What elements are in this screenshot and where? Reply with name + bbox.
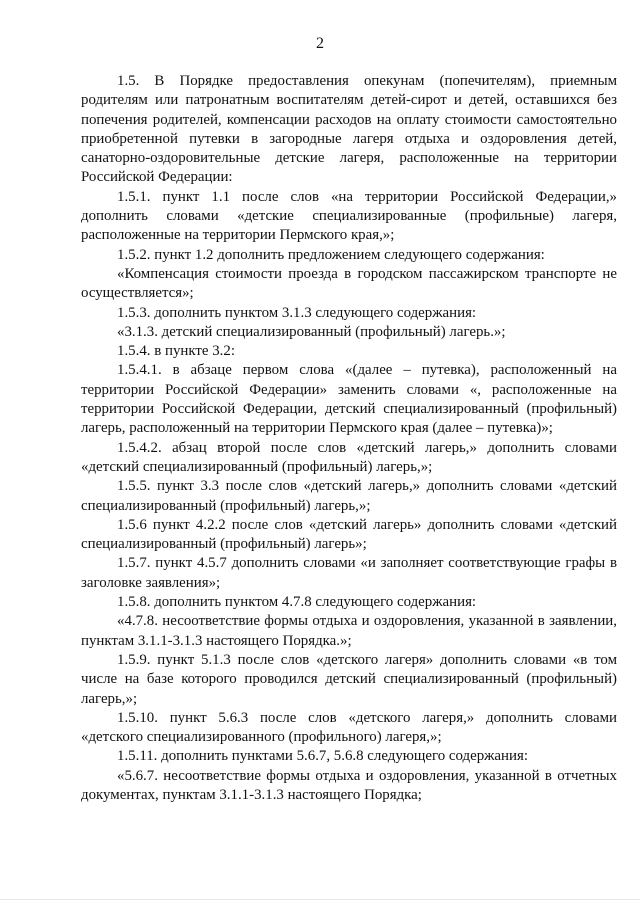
- paragraph-1-5-8-quote: «4.7.8. несоответствие формы отдыха и оздоровления, указанной в заявлении, пунктам 3.1.1-3.1.3 настоящего Порядка.»;: [81, 613, 617, 649]
- paragraph-1-5-8: 1.5.8. дополнить пунктом 4.7.8 следующего содержания:: [117, 594, 477, 611]
- paragraph-1-5-10: 1.5.10. пункт 5.6.3 после слов «детского лагеря,» дополнить словами «детского специализированного (профильного) лагеря,»;: [81, 709, 617, 746]
- paragraph-1-5-5: 1.5.5. пункт 3.3 после слов «детский лагерь,» дополнить словами «детский специализированный (профильный) лагерь,»;: [81, 478, 617, 514]
- paragraph-1-5-4-1: 1.5.4.1. в абзаце первом слова «(далее – путевка), расположенный на территории Российской Федерации» заменить словами «, расположенные на территории Российской Федерации, детский специализированный (профильный) лагерь, расположенный на территории Пермского края (далее – путевка)»;: [81, 362, 617, 437]
- paragraph-1-5-3: 1.5.3. дополнить пунктом 3.1.3 следующего содержания:: [117, 304, 477, 321]
- paragraph-1-5-6: 1.5.6 пункт 4.2.2 после слов «детский лагерь» дополнить словами «детский специализированный (профильный) лагерь»;: [81, 516, 617, 553]
- paragraph-1-5-1: 1.5.1. пункт 1.1 после слов «на территории Российской Федерации,» дополнить словами «детские специализированные (профильные) лагеря, расположенные на территории Пермского края,»;: [81, 188, 617, 244]
- paragraph-1-5-11: 1.5.11. дополнить пунктами 5.6.7, 5.6.8 следующего содержания:: [117, 748, 528, 765]
- paragraph-1-5-2: 1.5.2. пункт 1.2 дополнить предложением следующего содержания:: [117, 246, 545, 263]
- document-body: [81, 72, 617, 805]
- page-bottom-edge: [0, 899, 640, 900]
- paragraph-1-5-11-quote: «5.6.7. несоответствие формы отдыха и оздоровления, указанной в отчетных документах, пунктам 3.1.1-3.1.3 настоящего Порядка;: [81, 767, 617, 803]
- paragraph-1-5-7: 1.5.7. пункт 4.5.7 дополнить словами «и заполняет соответствующие графы в заголовке заявления»;: [81, 555, 617, 591]
- paragraph-1-5-3-quote: «3.1.3. детский специализированный (профильный) лагерь.»;: [117, 323, 506, 340]
- paragraph-1-5-4: 1.5.4. в пункте 3.2:: [117, 343, 235, 360]
- paragraph-1-5-2-quote: «Компенсация стоимости проезда в городском пассажирском транспорте не осуществляется»;: [81, 265, 617, 302]
- paragraph-1-5-9: 1.5.9. пункт 5.1.3 после слов «детского лагеря» дополнить словами «в том числе на базе которого проводился детский специализированный (профильный) лагерь,»;: [81, 651, 617, 707]
- paragraph-1-5: 1.5. В Порядке предоставления опекунам (попечителям), приемным родителям или патронатным воспитателям детей-сирот и детей, оставшихся без попечения родителей, компенсации расходов на оплату стоимости самостоятельно приобретенной путевки в загородные лагеря отдыха и оздоровления детей, санаторно-оздоровительные детские лагеря, расположенные на территории Российской Федерации:: [81, 73, 617, 186]
- paragraph-1-5-4-2: 1.5.4.2. абзац второй после слов «детский лагерь,» дополнить словами «детский специализированный (профильный) лагерь,»;: [81, 439, 617, 475]
- page-number: 2: [316, 35, 324, 52]
